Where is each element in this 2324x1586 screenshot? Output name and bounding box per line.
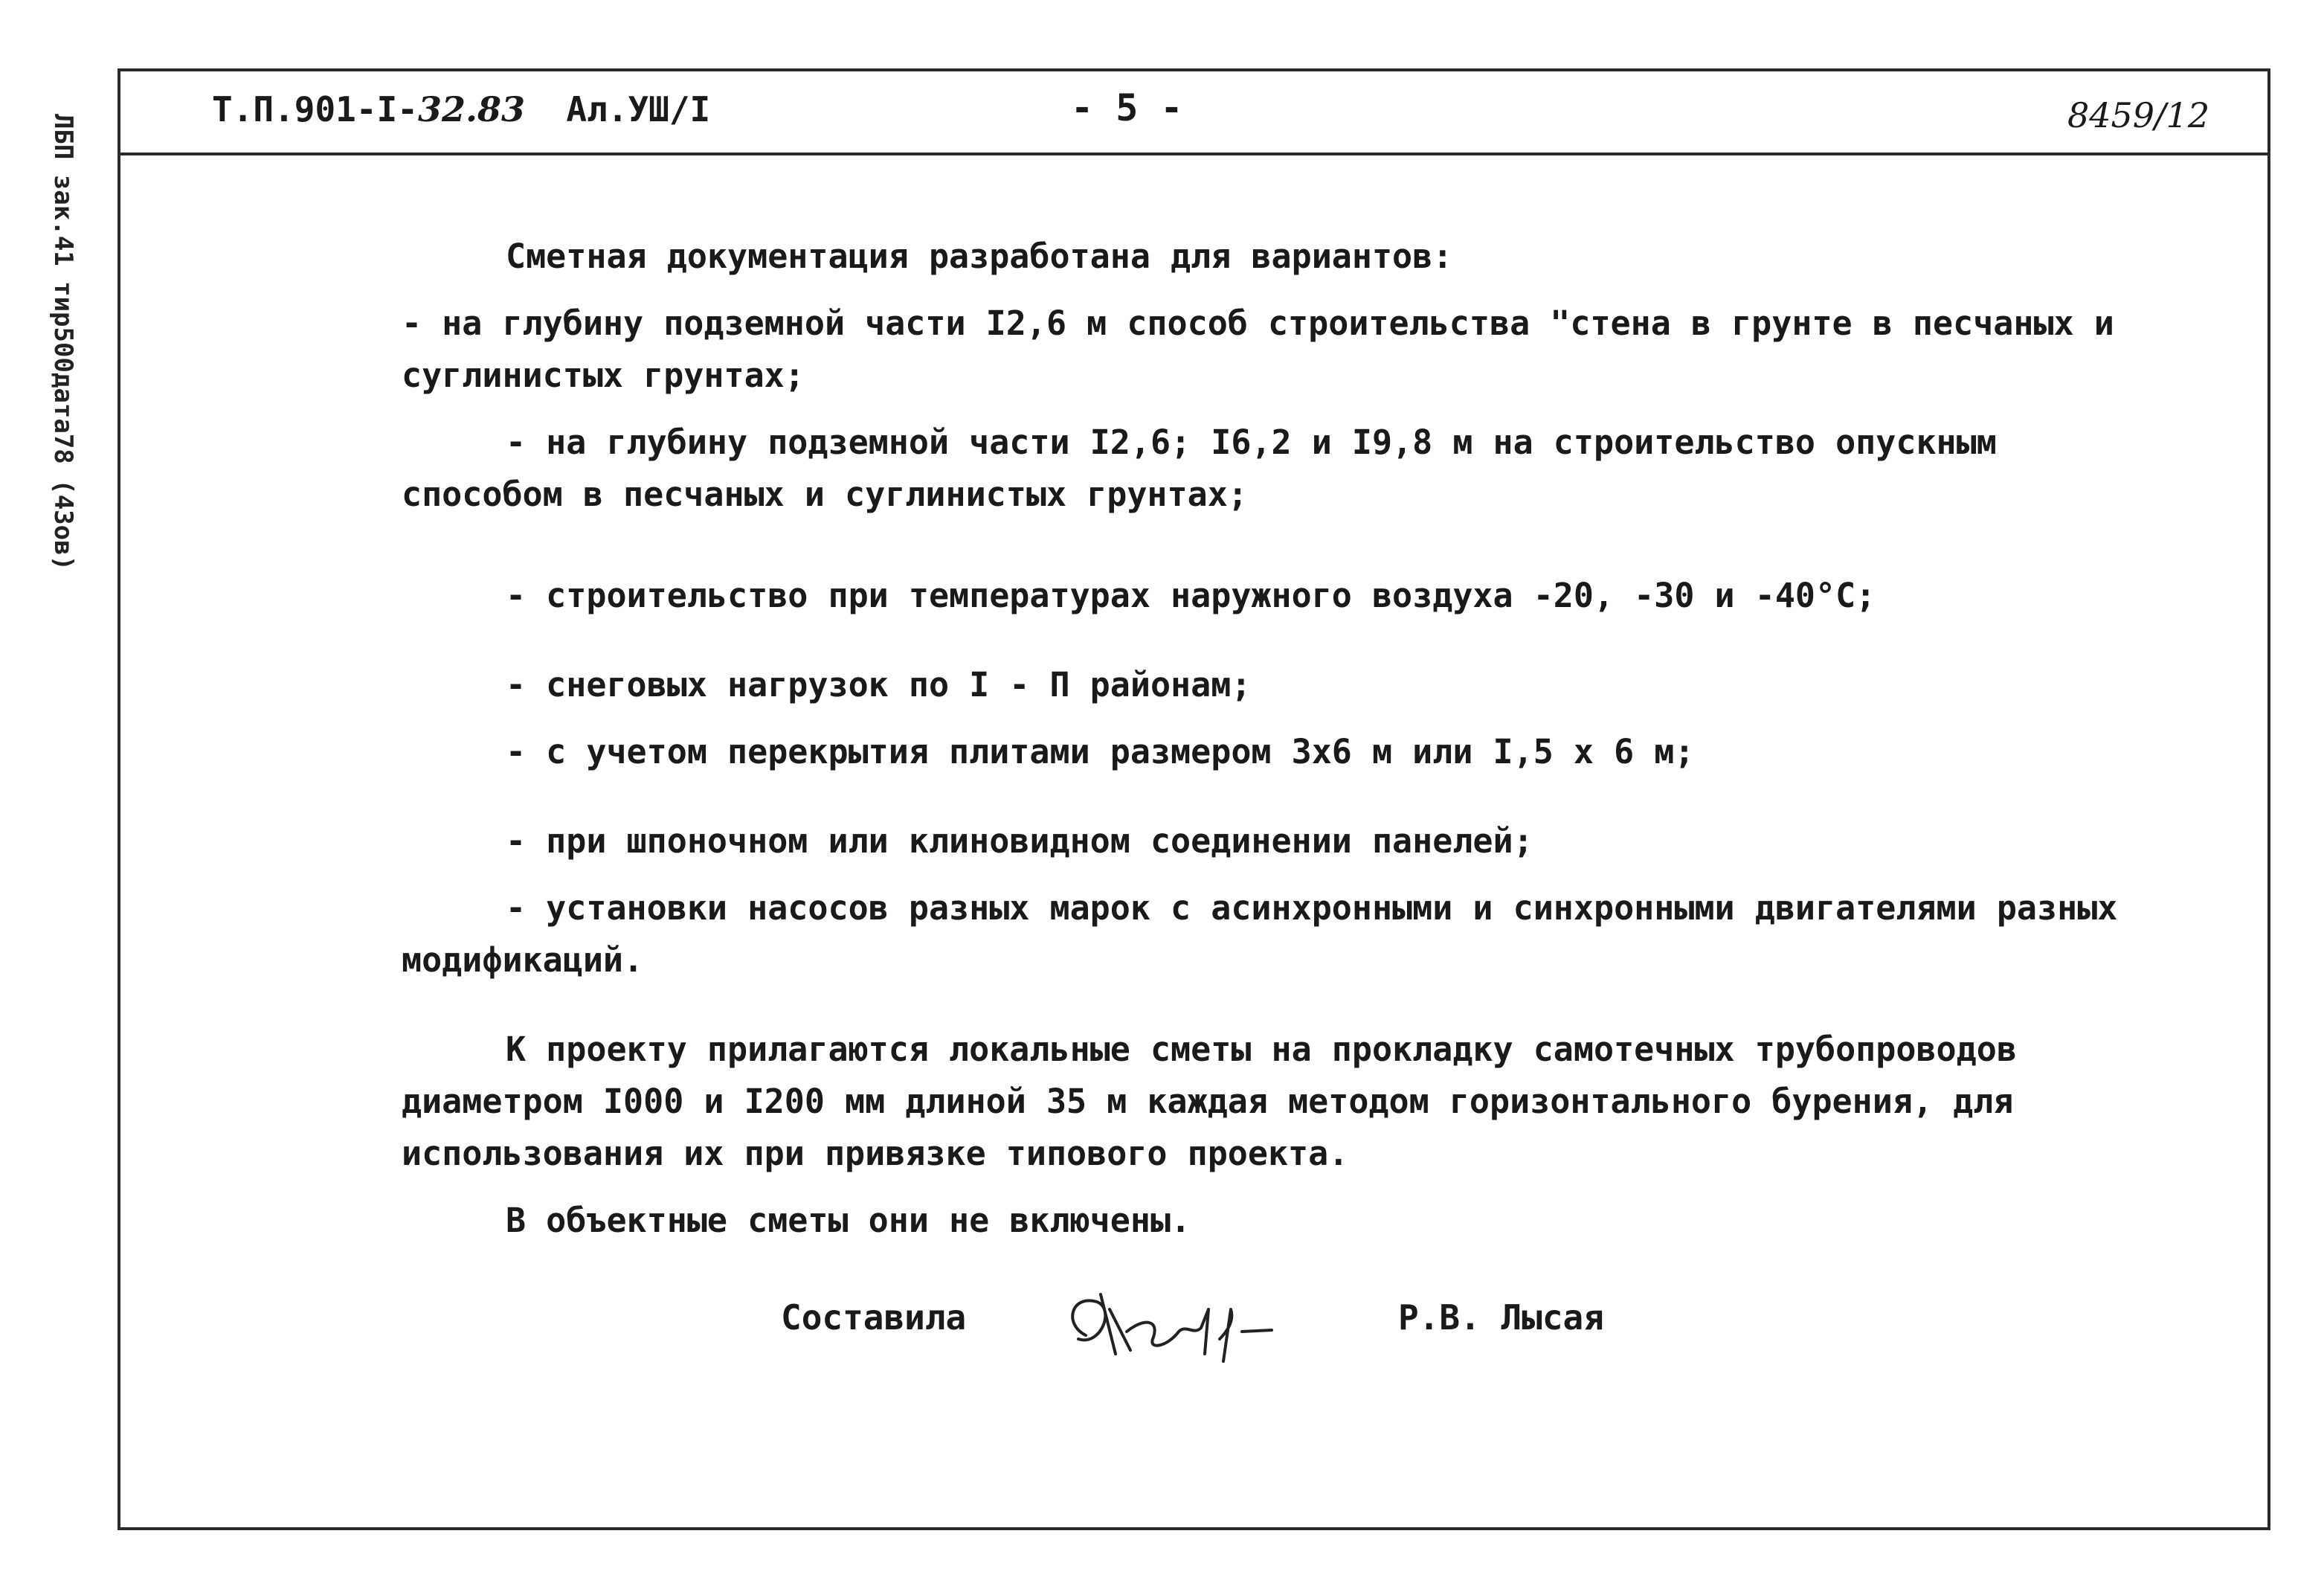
list-item: - на глубину подземной части I2,6; I6,2 и I9,8 м на строительство опускным способом в песчаных и суглинистых грунтах; — [402, 423, 1997, 514]
list-item: - снеговых нагрузок по I - П районам; — [506, 665, 1252, 704]
paragraph-attachments: К проекту прилагаются локальные сметы на прокладку самотечных трубопроводов диаметром I000 и I200 мм длиной 35 м каждая методом горизонтального бурения, для использования их при привязке типового проекта. — [402, 1030, 2017, 1173]
list-item: - с учетом перекрытия плитами размером 3х6 м или I,5 х 6 м; — [506, 732, 1695, 771]
header-divider — [118, 152, 2270, 155]
list-item: - на глубину подземной части I2,6 м способ строительства "стена в грунте в песчаных и суглинистых грунтах; — [402, 304, 2114, 395]
document-code — [212, 89, 710, 129]
list-item: - при шпоночном или клиновидном соединении панелей; — [506, 821, 1533, 861]
archive-number: 8459/12 — [2067, 95, 2210, 135]
paragraph-not-included: В объектные сметы они не включены. — [506, 1201, 1191, 1240]
page-number: - 5 - — [1071, 86, 1183, 129]
list-item: - установки насосов разных марок с асинхронными и синхронными двигателями разных модификаций. — [402, 888, 2118, 980]
document-code-handwritten: 32.83 — [417, 89, 525, 129]
signature-row — [0, 1294, 2324, 1361]
signature-label: Составила — [781, 1297, 967, 1338]
signatory-name: Р.В. Лысая — [1398, 1297, 1604, 1338]
intro-line: Сметная документация разработана для вариантов: — [506, 237, 1453, 276]
side-print-stamp — [30, 74, 97, 610]
document-body — [402, 231, 2157, 1247]
handwritten-signature — [1056, 1265, 1339, 1376]
document-code-prefix: Т.П.901-I- — [212, 89, 418, 129]
list-item: - строительство при температурах наружного воздуха -20, -30 и -40°С; — [506, 576, 1876, 615]
side-stamp-text: ЛБП зак.41 тир500дата78 (43ов) — [48, 113, 78, 571]
album-code: Ал.УШ/I — [566, 89, 711, 129]
